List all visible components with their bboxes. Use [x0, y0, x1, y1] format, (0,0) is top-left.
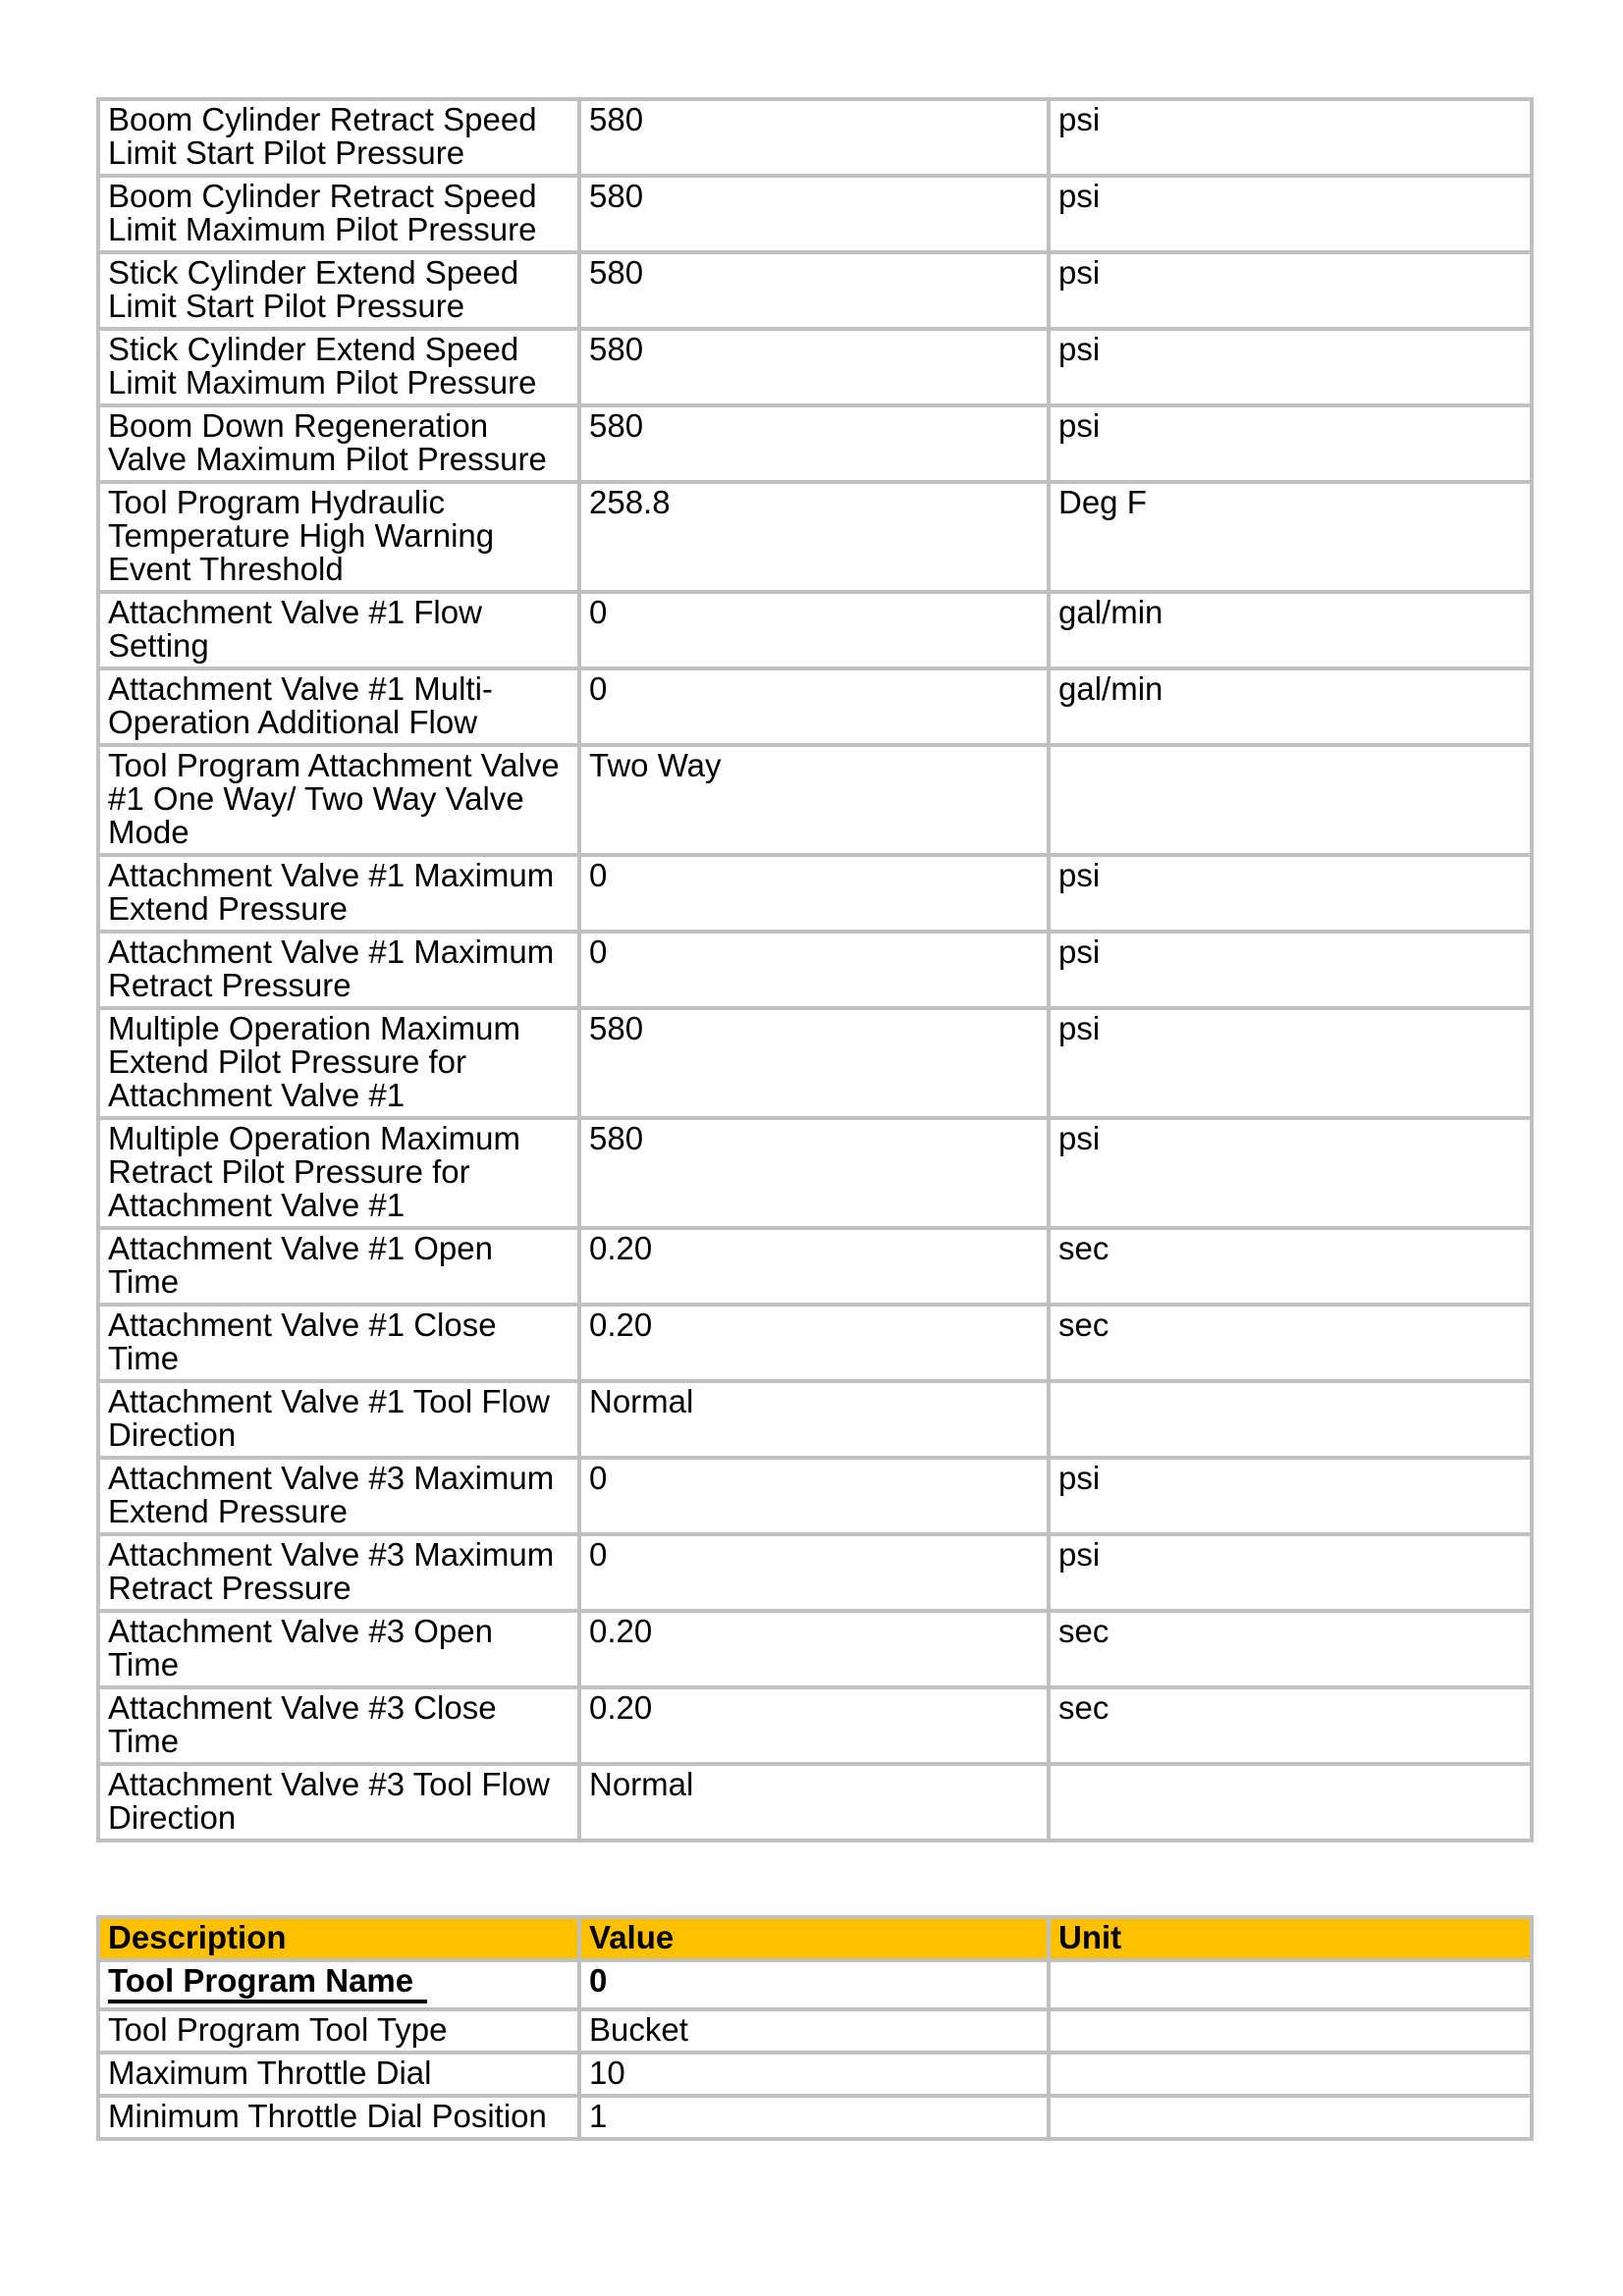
value-text: 0: [589, 857, 608, 893]
description-cell: [98, 99, 579, 176]
description-cell: [98, 329, 579, 405]
description-cell: [98, 745, 579, 855]
value-cell: [579, 1960, 1049, 2009]
value-text: 1: [589, 2098, 608, 2134]
value-cell: [579, 1305, 1049, 1381]
description-text: Boom Down Regeneration Valve Maximum Pilot Pressure: [108, 407, 547, 477]
unit-cell: [1049, 1764, 1532, 1841]
description-text: Tool Program Attachment Valve #1 One Way/ Two Way Valve Mode: [108, 747, 560, 850]
description-cell: [98, 932, 579, 1008]
value-cell: [579, 1764, 1049, 1841]
description-text: Attachment Valve #3 Tool Flow Direction: [108, 1766, 551, 1836]
description-text: Attachment Valve #1 Flow Setting: [108, 594, 482, 664]
description-text: Multiple Operation Maximum Retract Pilot Pressure for Attachment Valve #1: [108, 1120, 520, 1223]
unit-cell: sec: [1049, 1305, 1532, 1381]
unit-cell: [1049, 2096, 1532, 2139]
parameter-row: [98, 592, 1532, 668]
value-text: 0.20: [589, 1689, 653, 1726]
value-text: 258.8: [589, 484, 671, 520]
value-cell: [579, 855, 1049, 932]
description-text: Minimum Throttle Dial Position: [108, 2098, 547, 2134]
description-text: Attachment Valve #3 Maximum Extend Pressure: [108, 1460, 555, 1529]
value-text: 0: [589, 594, 608, 630]
value-text: Two Way: [589, 747, 722, 783]
parameter-row: [98, 1381, 1532, 1458]
parameter-row: [98, 1764, 1532, 1841]
unit-cell: gal/min: [1049, 592, 1532, 668]
description-text: Boom Cylinder Retract Speed Limit Start Pilot Pressure: [108, 101, 537, 171]
value-cell: [579, 1228, 1049, 1305]
description-text: Attachment Valve #1 Close Time: [108, 1307, 497, 1376]
description-cell: [98, 1228, 579, 1305]
value-text: 580: [589, 101, 644, 137]
description-cell: [98, 1611, 579, 1687]
unit-cell: gal/min: [1049, 668, 1532, 745]
parameter-row: [98, 1228, 1532, 1305]
value-text: 0: [589, 1460, 608, 1496]
value-text: 580: [589, 331, 644, 367]
value-cell: [579, 668, 1049, 745]
parameter-row: [98, 1960, 1532, 2009]
value-text: 10: [589, 2055, 625, 2091]
value-text: 0: [589, 670, 608, 707]
unit-cell: psi: [1049, 1118, 1532, 1228]
description-cell: [98, 1534, 579, 1611]
description-cell: [98, 2053, 579, 2096]
value-text: 0.20: [589, 1307, 653, 1343]
value-text: Bucket: [589, 2011, 688, 2048]
unit-cell: psi: [1049, 99, 1532, 176]
description-text: Attachment Valve #3 Open Time: [108, 1613, 493, 1682]
value-cell: [579, 2009, 1049, 2053]
description-cell: [98, 592, 579, 668]
parameter-row: [98, 2009, 1532, 2053]
unit-cell: [1049, 1381, 1532, 1458]
value-text: 0: [589, 934, 608, 970]
description-text: Attachment Valve #3 Close Time: [108, 1689, 497, 1759]
description-text: Tool Program Name: [108, 1964, 427, 2003]
unit-column-header: Unit: [1049, 1917, 1532, 1960]
description-cell: [98, 1960, 579, 2009]
parameter-row: [98, 932, 1532, 1008]
description-text: Maximum Throttle Dial: [108, 2055, 432, 2091]
unit-cell: psi: [1049, 855, 1532, 932]
value-text: 0.20: [589, 1613, 653, 1649]
description-cell: [98, 2096, 579, 2139]
value-text: Normal: [589, 1766, 694, 1802]
description-cell: [98, 405, 579, 482]
description-cell: [98, 252, 579, 329]
description-text: Boom Cylinder Retract Speed Limit Maximum Pilot Pressure: [108, 178, 537, 247]
unit-cell: sec: [1049, 1611, 1532, 1687]
value-cell: [579, 2053, 1049, 2096]
tool-program-table: [96, 1915, 1534, 2141]
description-cell: [98, 482, 579, 592]
parameter-row: [98, 2053, 1532, 2096]
description-text: Attachment Valve #1 Maximum Extend Pressure: [108, 857, 555, 927]
description-text: Multiple Operation Maximum Extend Pilot Pressure for Attachment Valve #1: [108, 1010, 520, 1113]
value-cell: [579, 1381, 1049, 1458]
value-cell: [579, 405, 1049, 482]
description-column-header: Description: [98, 1917, 579, 1960]
description-cell: [98, 1764, 579, 1841]
value-cell: [579, 99, 1049, 176]
value-text: 580: [589, 254, 644, 291]
description-cell: [98, 668, 579, 745]
unit-cell: psi: [1049, 329, 1532, 405]
description-cell: [98, 1458, 579, 1534]
value-cell: [579, 176, 1049, 252]
value-text: 0: [589, 1962, 608, 1999]
unit-cell: sec: [1049, 1687, 1532, 1764]
value-column-header: Value: [579, 1917, 1049, 1960]
parameter-row: [98, 1534, 1532, 1611]
value-cell: [579, 1687, 1049, 1764]
value-cell: [579, 932, 1049, 1008]
parameter-row: [98, 668, 1532, 745]
value-cell: [579, 592, 1049, 668]
description-cell: [98, 1305, 579, 1381]
value-text: Normal: [589, 1383, 694, 1419]
unit-cell: [1049, 745, 1532, 855]
unit-cell: [1049, 2053, 1532, 2096]
value-cell: [579, 1611, 1049, 1687]
parameter-row: [98, 1458, 1532, 1534]
value-cell: [579, 745, 1049, 855]
parameter-row: [98, 855, 1532, 932]
value-text: 580: [589, 1010, 644, 1046]
parameter-row: [98, 99, 1532, 176]
description-text: Stick Cylinder Extend Speed Limit Start Pilot Pressure: [108, 254, 519, 324]
description-text: Attachment Valve #1 Tool Flow Direction: [108, 1383, 551, 1453]
unit-cell: psi: [1049, 1458, 1532, 1534]
description-text: Attachment Valve #1 Multi-Operation Additional Flow: [108, 670, 493, 740]
unit-cell: psi: [1049, 405, 1532, 482]
description-cell: [98, 1687, 579, 1764]
description-text: Attachment Valve #1 Open Time: [108, 1230, 493, 1300]
value-text: 0.20: [589, 1230, 653, 1266]
parameter-row: [98, 1611, 1532, 1687]
table-header-row: [98, 1917, 1532, 1960]
description-cell: [98, 176, 579, 252]
unit-cell: psi: [1049, 932, 1532, 1008]
value-text: 0: [589, 1536, 608, 1573]
parameter-row: [98, 1008, 1532, 1118]
description-text: Stick Cylinder Extend Speed Limit Maximum Pilot Pressure: [108, 331, 537, 400]
description-cell: [98, 855, 579, 932]
value-cell: [579, 1118, 1049, 1228]
parameter-row: [98, 1118, 1532, 1228]
value-text: 580: [589, 1120, 644, 1156]
unit-cell: Deg F: [1049, 482, 1532, 592]
value-cell: [579, 1458, 1049, 1534]
value-cell: [579, 2096, 1049, 2139]
description-cell: [98, 1118, 579, 1228]
value-text: 580: [589, 178, 644, 214]
parameter-row: [98, 1305, 1532, 1381]
description-text: Tool Program Tool Type: [108, 2011, 448, 2048]
unit-cell: psi: [1049, 252, 1532, 329]
unit-cell: sec: [1049, 1228, 1532, 1305]
parameter-row: [98, 1687, 1532, 1764]
unit-cell: psi: [1049, 1008, 1532, 1118]
parameter-row: [98, 176, 1532, 252]
unit-cell: [1049, 1960, 1532, 2009]
value-cell: [579, 482, 1049, 592]
unit-cell: psi: [1049, 176, 1532, 252]
parameter-row: [98, 482, 1532, 592]
description-cell: [98, 1008, 579, 1118]
description-cell: [98, 2009, 579, 2053]
parameter-row: [98, 745, 1532, 855]
parameter-table-continuation: [96, 97, 1534, 1842]
description-text: Attachment Valve #3 Maximum Retract Pressure: [108, 1536, 555, 1606]
parameter-row: [98, 405, 1532, 482]
value-text: 580: [589, 407, 644, 444]
value-cell: [579, 1008, 1049, 1118]
unit-cell: psi: [1049, 1534, 1532, 1611]
description-cell: [98, 1381, 579, 1458]
unit-cell: [1049, 2009, 1532, 2053]
parameter-row: [98, 329, 1532, 405]
description-text: Attachment Valve #1 Maximum Retract Pressure: [108, 934, 555, 1003]
value-cell: [579, 252, 1049, 329]
value-cell: [579, 1534, 1049, 1611]
parameter-row: [98, 2096, 1532, 2139]
description-text: Tool Program Hydraulic Temperature High Warning Event Threshold: [108, 484, 495, 587]
value-cell: [579, 329, 1049, 405]
parameter-row: [98, 252, 1532, 329]
